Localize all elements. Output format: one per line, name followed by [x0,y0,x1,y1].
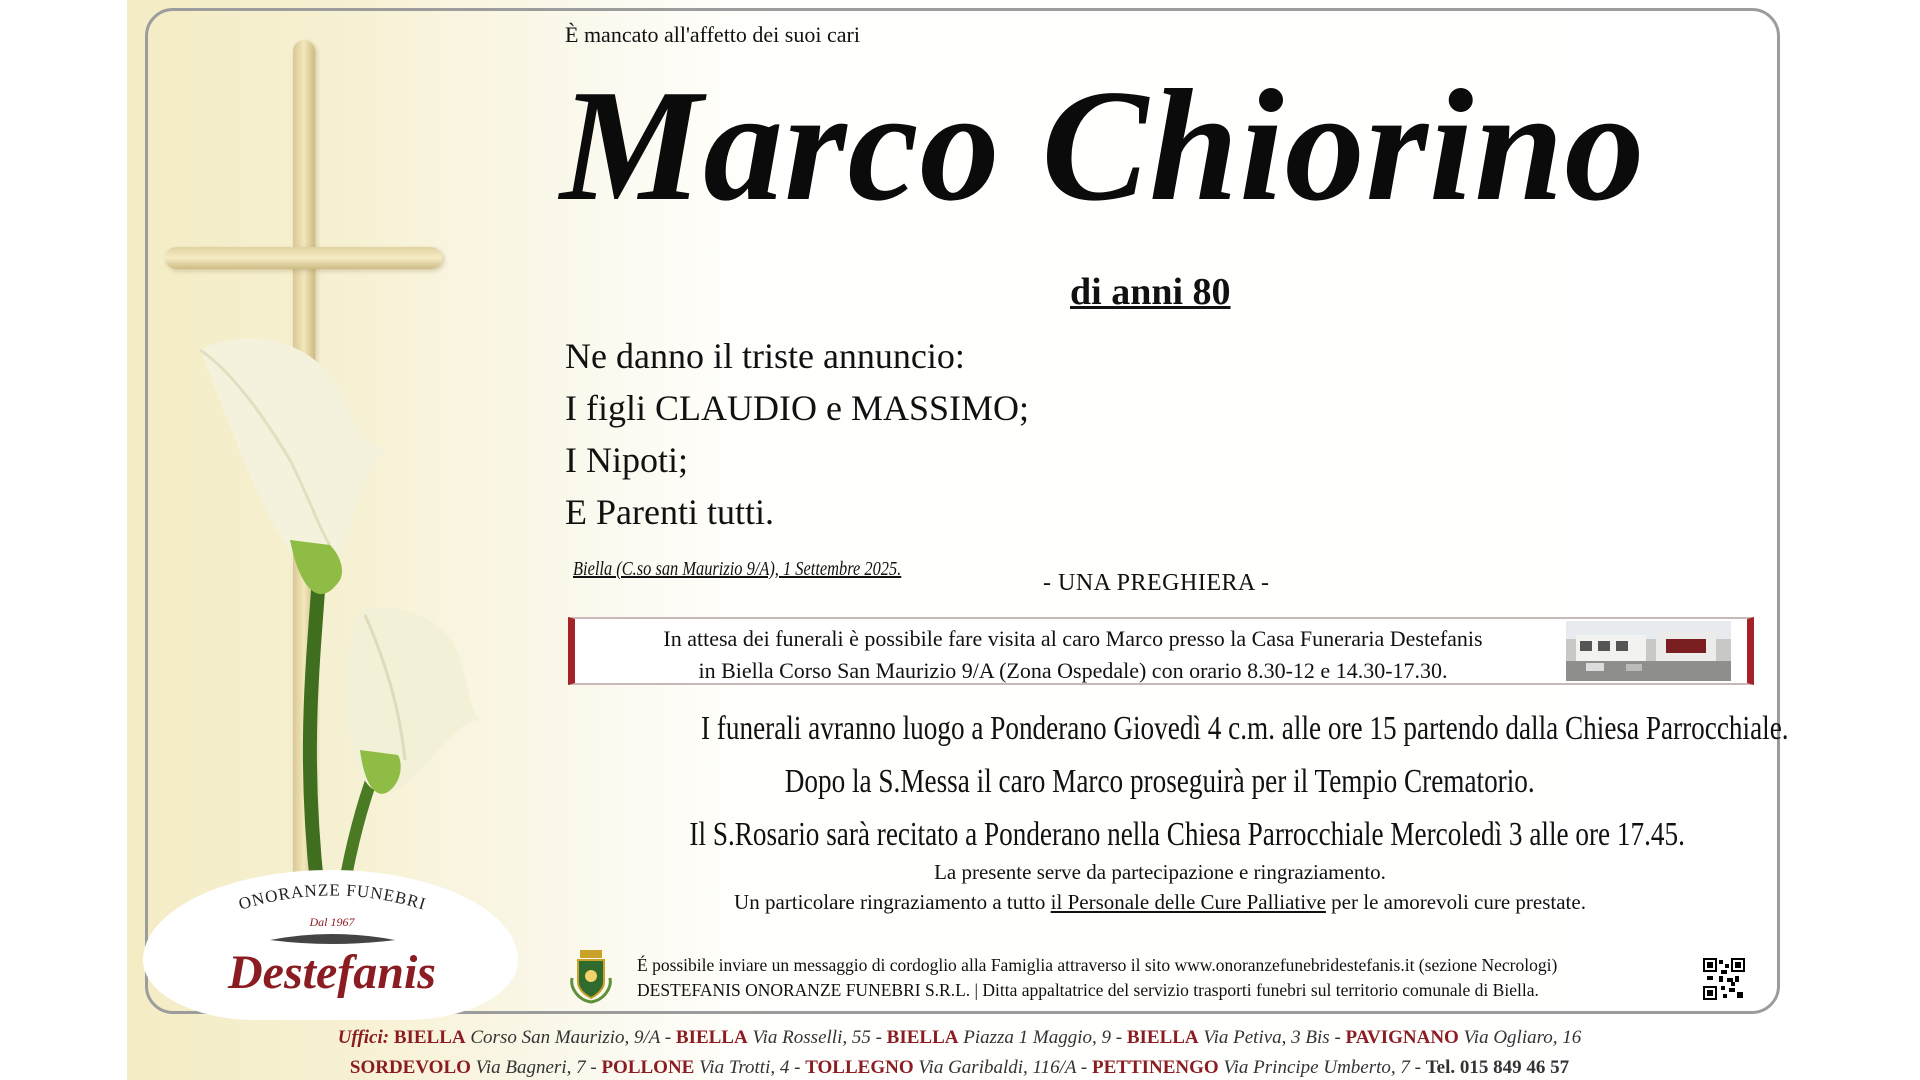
office-address: Via Trotti, 4 [699,1057,790,1078]
thanks-after: per le amorevoli cure prestate. [1325,890,1586,914]
office-address: Via Ogliaro, 16 [1463,1027,1582,1048]
separator: - [1111,1027,1127,1048]
separator: - [1409,1057,1426,1078]
thanks-before: Un particolare ringraziamento a tutto [734,890,1051,914]
prayer-link[interactable]: - UNA PREGHIERA - [1043,570,1270,596]
visit-info-text [603,623,1543,687]
office-address: Corso San Maurizio, 9/A [470,1027,661,1048]
office-city: PAVIGNANO [1345,1027,1459,1048]
office-city: TOLLEGNO [805,1057,914,1078]
announce-line: E Parenti tutti. [565,492,774,532]
footer-offices-row2 [127,1057,1792,1079]
qr-code-icon[interactable] [1703,958,1745,1000]
office-city: POLLONE [601,1057,695,1078]
visit-line: In attesa dei funerali è possibile fare visita al caro Marco presso la Casa Funeraria Destefanis [663,626,1483,651]
separator: - [870,1027,887,1048]
phone-number[interactable]: Tel. 015 849 46 57 [1425,1057,1570,1078]
footer-label: Uffici: [337,1027,390,1048]
funeral-text: I funerali avranno luogo a Ponderano Giovedì 4 c.m. alle ore 15 partendo dalla Chiesa Parrocchiale. [700,710,1789,747]
separator: - [660,1027,676,1048]
funeral-line [565,818,1755,852]
funeral-text: Dopo la S.Messa il caro Marco proseguirà per il Tempio Crematorio. [785,763,1535,800]
calla-lily-icon [170,330,550,910]
office-address: Via Rosselli, 55 [752,1027,871,1048]
office-city: BIELLA [1126,1027,1199,1048]
funeral-text: Il S.Rosario sarà recitato a Ponderano nella Chiesa Parrocchiale Mercoledì 3 alle ore 17.45. [689,816,1685,853]
office-city: BIELLA [393,1027,466,1048]
place-date: Biella (C.so san Maurizio 9/A), 1 Settembre 2025. [573,558,902,580]
separator: - [1329,1027,1346,1048]
logo-since: Dal 1967 [309,915,355,929]
office-city: BIELLA [886,1027,959,1048]
footer-offices-row1 [127,1027,1792,1049]
municipal-crest-icon [568,948,614,1004]
office-address: Via Garibaldi, 116/A [918,1057,1077,1078]
visit-info-box [568,617,1754,685]
logo-arc-text: ONORANZE FUNEBRI [236,880,429,914]
announce-line: Ne danno il triste annuncio: [565,336,965,376]
cross-icon-horizontal [165,247,442,269]
office-city: SORDEVOLO [349,1057,471,1078]
separator: - [789,1057,806,1078]
funeral-line [565,765,1755,799]
deceased-name: Marco Chiorino [560,56,1646,234]
condolence-notice: É possibile inviare un messaggio di cordoglio alla Famiglia attraverso il sito www.onoranzefunebridestefanis.it (sezione Necrologi) [637,955,1558,975]
age-text: di anni 80 [1070,271,1231,313]
funeral-line [565,710,1789,747]
company-notice: DESTEFANIS ONORANZE FUNEBRI S.R.L. | Ditta appaltatrice del servizio trasporti funebri sul territorio comunale di Biella. [637,980,1539,1000]
office-city: BIELLA [675,1027,748,1048]
visit-line: in Biella Corso San Maurizio 9/A (Zona Ospedale) con orario 8.30-12 e 14.30-17.30. [698,658,1448,683]
intro-text: È mancato all'affetto dei suoi cari [565,22,860,47]
thanks-text [565,890,1755,915]
office-address: Piazza 1 Maggio, 9 [963,1027,1112,1048]
announce-line: I figli CLAUDIO e MASSIMO; [565,388,1029,428]
destefanis-logo [160,868,505,1018]
funeral-home-photo [1566,621,1731,681]
office-address: Via Principe Umberto, 7 [1223,1057,1410,1078]
announce-line: I Nipoti; [565,440,688,480]
office-address: Via Bagneri, 7 [475,1057,586,1078]
separator: - [585,1057,602,1078]
participation-text: La presente serve da partecipazione e ringraziamento. [934,860,1386,884]
office-city: PETTINENGO [1092,1057,1219,1078]
announcement-block [565,330,1029,538]
office-address: Via Petiva, 3 Bis [1203,1027,1330,1048]
separator: - [1076,1057,1092,1078]
svg-text:ONORANZE FUNEBRI [236,880,428,913]
logo-brand: Destefanis [228,946,436,999]
thanks-underlined: il Personale delle Cure Palliative [1050,890,1326,914]
